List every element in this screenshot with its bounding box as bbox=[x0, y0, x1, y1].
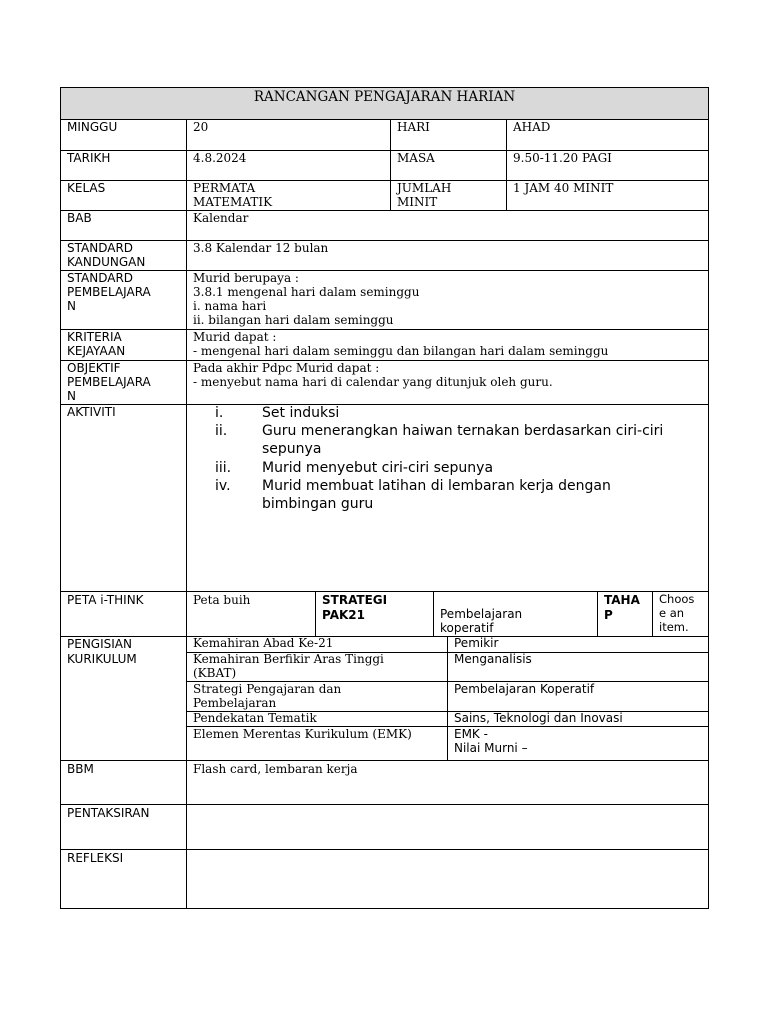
aktiviti-item-num: i. bbox=[215, 405, 224, 421]
pengisian-label-line-2: KURIKULUM bbox=[67, 652, 137, 666]
jumlah-label-line-1: JUMLAH bbox=[397, 181, 452, 195]
sp-label-line-1: STANDARD bbox=[67, 271, 134, 285]
aktiviti-item-num: iii. bbox=[215, 460, 232, 476]
bbm-label: BBM bbox=[67, 762, 94, 776]
kelas-value-line-2: MATEMATIK bbox=[193, 195, 273, 209]
aktiviti-item-num: ii. bbox=[215, 423, 228, 439]
peta-label: PETA i-THINK bbox=[67, 593, 144, 607]
aktiviti-label: AKTIVITI bbox=[67, 405, 116, 419]
op-label-line-3: N bbox=[67, 389, 76, 403]
pengisian-item-left: Kemahiran Berfikir Aras Tinggi bbox=[193, 652, 384, 666]
sp-label-line-2: PEMBELAJARA bbox=[67, 285, 151, 299]
tahap-dropdown-line-1[interactable]: Choos bbox=[659, 592, 695, 606]
pengisian-item-left: Pembelajaran bbox=[193, 696, 277, 710]
hari-label: HARI bbox=[397, 120, 430, 134]
tarikh-value: 4.8.2024 bbox=[193, 151, 247, 165]
pengisian-item-right: EMK - bbox=[454, 727, 488, 741]
sp-value-line-1: Murid berupaya : bbox=[193, 271, 299, 285]
kk-label-line-1: KRITERIA bbox=[67, 330, 122, 344]
title-cell bbox=[60, 87, 709, 120]
pentaksiran-label: PENTAKSIRAN bbox=[67, 806, 150, 820]
kk-value-line-1: Murid dapat : bbox=[193, 330, 277, 344]
aktiviti-label-cell bbox=[60, 404, 187, 592]
pengisian-item-left: (KBAT) bbox=[193, 666, 237, 680]
sp-value-line-2: 3.8.1 mengenal hari dalam seminggu bbox=[193, 285, 420, 299]
page-title: RANCANGAN PENGAJARAN HARIAN bbox=[253, 89, 516, 105]
strategi-label-line-1: STRATEGI bbox=[322, 593, 388, 607]
strategi-value-line-2: koperatif bbox=[440, 621, 494, 635]
sp-value-line-3: i. nama hari bbox=[193, 299, 267, 313]
kk-label-line-2: KEJAYAAN bbox=[67, 344, 126, 358]
pengisian-item-right: Sains, Teknologi dan Inovasi bbox=[454, 711, 623, 725]
pengisian-item-left: Elemen Merentas Kurikulum (EMK) bbox=[193, 727, 412, 741]
hari-value: AHAD bbox=[513, 120, 551, 134]
sp-label-line-3: N bbox=[67, 299, 76, 313]
pentaksiran-value-cell bbox=[186, 804, 709, 850]
tarikh-label: TARIKH bbox=[67, 151, 111, 165]
masa-value: 9.50-11.20 PAGI bbox=[513, 151, 612, 165]
aktiviti-item-text: sepunya bbox=[262, 441, 322, 457]
aktiviti-item-text: Murid menyebut ciri-ciri sepunya bbox=[262, 460, 494, 476]
pengisian-item-right: Pemikir bbox=[454, 636, 499, 650]
sk-value: 3.8 Kalendar 12 bulan bbox=[193, 241, 329, 255]
pengisian-item-left: Strategi Pengajaran dan bbox=[193, 682, 342, 696]
tahap-dropdown-line-3[interactable]: item. bbox=[659, 620, 689, 634]
refleksi-value-cell bbox=[186, 849, 709, 909]
pengisian-item-left: Pendekatan Tematik bbox=[193, 711, 317, 725]
op-value-line-1: Pada akhir Pdpc Murid dapat : bbox=[193, 361, 380, 375]
strategi-label-line-2: PAK21 bbox=[322, 608, 365, 622]
op-label-line-2: PEMBELAJARA bbox=[67, 375, 151, 389]
pengisian-item-right: Nilai Murni – bbox=[454, 741, 528, 755]
strategi-value-line-1: Pembelajaran bbox=[440, 607, 523, 621]
bbm-value: Flash card, lembaran kerja bbox=[193, 762, 358, 776]
pengisian-item-right: Menganalisis bbox=[454, 652, 532, 666]
minggu-label: MINGGU bbox=[67, 120, 118, 134]
jumlah-value: 1 JAM 40 MINIT bbox=[513, 181, 614, 195]
sk-label-line-1: STANDARD bbox=[67, 241, 134, 255]
minggu-value-cell bbox=[186, 119, 391, 151]
aktiviti-item-text: Guru menerangkan haiwan ternakan berdasarkan ciri-ciri bbox=[262, 423, 664, 439]
aktiviti-item-text: Murid membuat latihan di lembaran kerja dengan bbox=[262, 478, 611, 494]
refleksi-label: REFLEKSI bbox=[67, 851, 124, 865]
jumlah-label-line-2: MINIT bbox=[397, 195, 438, 209]
pengisian-item-right: Pembelajaran Koperatif bbox=[454, 682, 595, 696]
sp-value-line-4: ii. bilangan hari dalam seminggu bbox=[193, 313, 394, 327]
tahap-label-line-1: TAHA bbox=[604, 593, 640, 607]
aktiviti-item-num: iv. bbox=[215, 478, 231, 494]
bab-label: BAB bbox=[67, 211, 92, 225]
masa-label: MASA bbox=[397, 151, 435, 165]
aktiviti-item-text: Set induksi bbox=[262, 405, 340, 421]
tahap-dropdown-line-2[interactable]: e an bbox=[659, 606, 685, 620]
bab-value: Kalendar bbox=[193, 211, 249, 225]
aktiviti-item-text: bimbingan guru bbox=[262, 496, 374, 512]
peta-value: Peta buih bbox=[193, 593, 251, 607]
kelas-label: KELAS bbox=[67, 181, 106, 195]
kelas-value-line-1: PERMATA bbox=[193, 181, 256, 195]
tahap-label-line-2: P bbox=[604, 608, 613, 622]
bab-value-cell bbox=[186, 210, 709, 241]
sk-label-line-2: KANDUNGAN bbox=[67, 255, 146, 269]
minggu-value: 20 bbox=[193, 120, 209, 134]
pengisian-label-line-1: PENGISIAN bbox=[67, 637, 132, 651]
op-value-line-2: - menyebut nama hari di calendar yang ditunjuk oleh guru. bbox=[193, 375, 553, 389]
op-label-line-1: OBJEKTIF bbox=[67, 361, 121, 375]
pengisian-item-left: Kemahiran Abad Ke-21 bbox=[193, 636, 334, 650]
kk-value-line-2: - mengenal hari dalam seminggu dan bilangan hari dalam seminggu bbox=[193, 344, 609, 358]
